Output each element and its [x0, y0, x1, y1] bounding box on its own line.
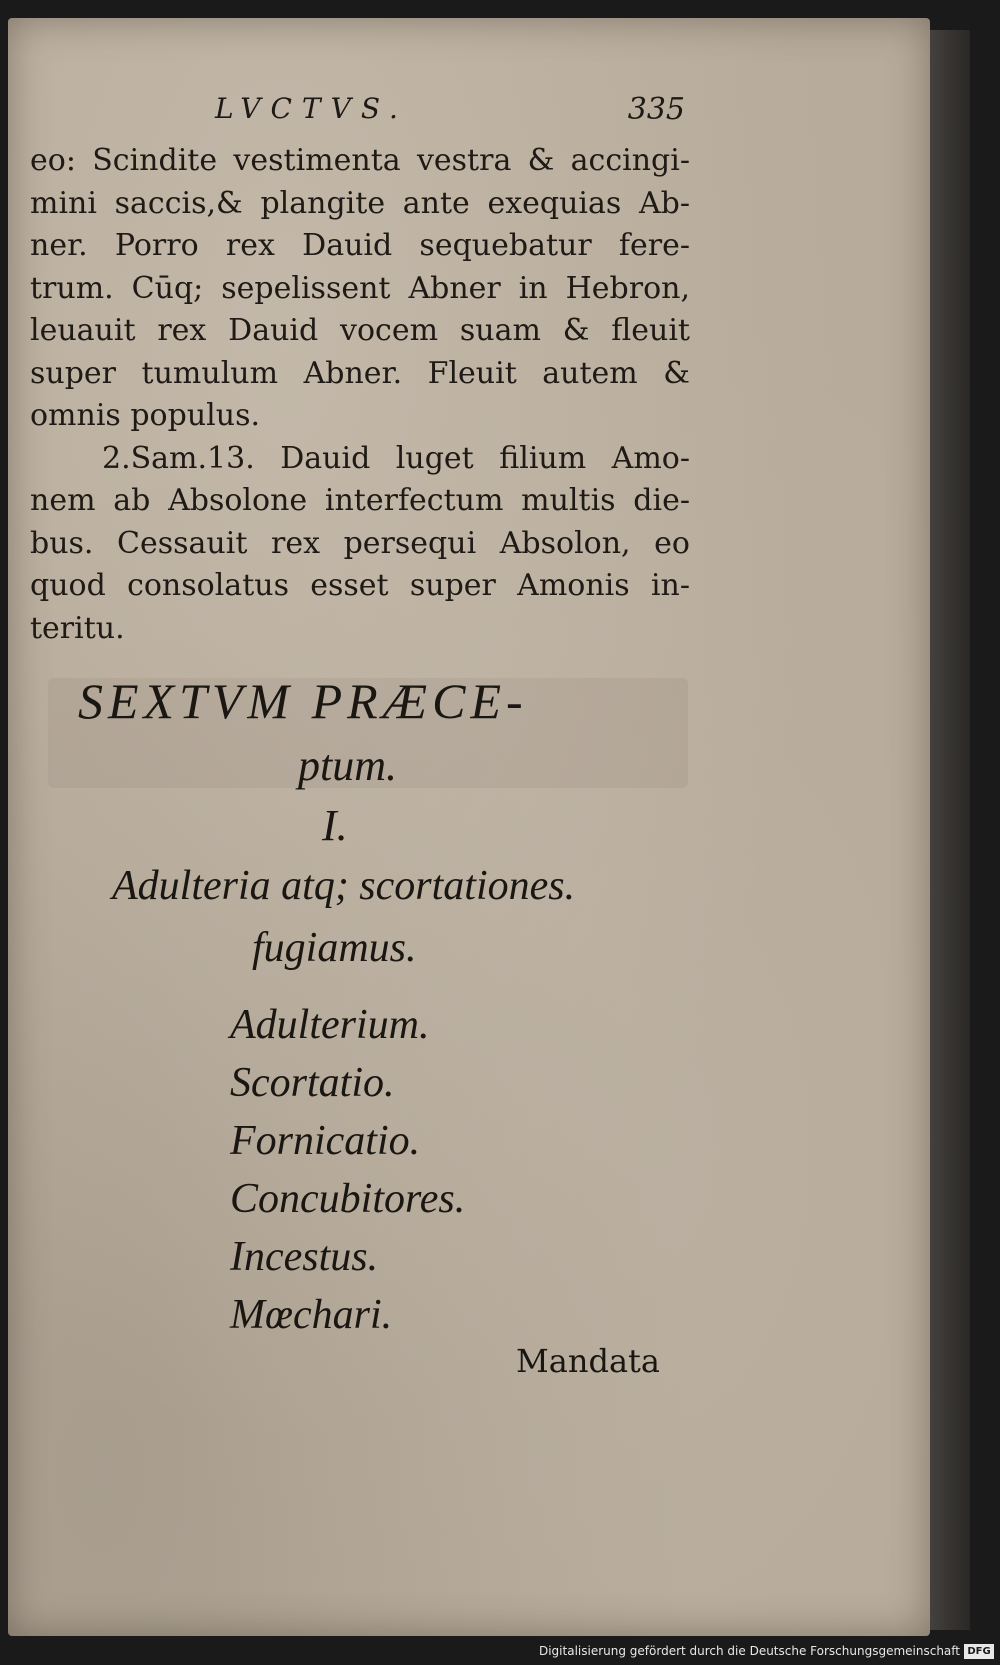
catchword: Mandata: [516, 1342, 660, 1380]
text-line: quod consolatus esset super Amonis in-: [30, 568, 690, 603]
section-numeral: I.: [322, 801, 348, 850]
text-line: ner. Porro rex Dauid sequebatur fere-: [30, 228, 690, 263]
body-text: [30, 140, 690, 650]
text-line: trum. Cūq; sepelissent Abner in Hebron,: [30, 270, 690, 306]
list-item: Incestus.: [230, 1234, 379, 1280]
dfg-logo: DFG: [964, 1644, 994, 1659]
text-line: mini saccis,& plangite ante exequias Ab-: [30, 185, 690, 221]
list-item: Scortatio.: [230, 1060, 395, 1106]
term-list: [230, 996, 465, 1344]
list-item: Fornicatio.: [230, 1118, 421, 1164]
section-title-continued: ptum.: [298, 741, 397, 790]
footer-bar: [0, 1640, 1000, 1665]
page-header: [215, 92, 685, 136]
text-line: nem ab Absolone interfectum multis die-: [30, 483, 690, 518]
page-number: 335: [627, 92, 685, 127]
text-line: bus. Cessauit rex persequi Absolon, eo: [30, 525, 690, 561]
text-line: eo: Scindite vestimenta vestra & accingi-: [30, 143, 690, 178]
list-item: Concubitores.: [230, 1176, 466, 1222]
list-item: Mœchari.: [230, 1292, 393, 1338]
list-item: Adulterium.: [230, 1002, 430, 1048]
text-line: omnis populus.: [30, 398, 260, 433]
text-line: super tumulum Abner. Fleuit autem &: [30, 355, 690, 391]
running-head: LVCTVS.: [215, 92, 408, 125]
text-line: 2.Sam.13. Dauid luget filium Amo-: [102, 440, 690, 476]
text-line: teritu.: [30, 610, 125, 646]
funding-credit: Digitalisierung gefördert durch die Deutsche Forschungsgemeinschaft: [538, 1644, 960, 1658]
section-title: SEXTVM PRÆCE-: [78, 673, 528, 729]
text-line: leuauit rex Dauid vocem suam & fleuit: [30, 313, 690, 348]
section-subtitle: Adulteria atq; scortationes.: [112, 863, 576, 909]
section-subtitle-continued: fugiamus.: [252, 925, 417, 971]
